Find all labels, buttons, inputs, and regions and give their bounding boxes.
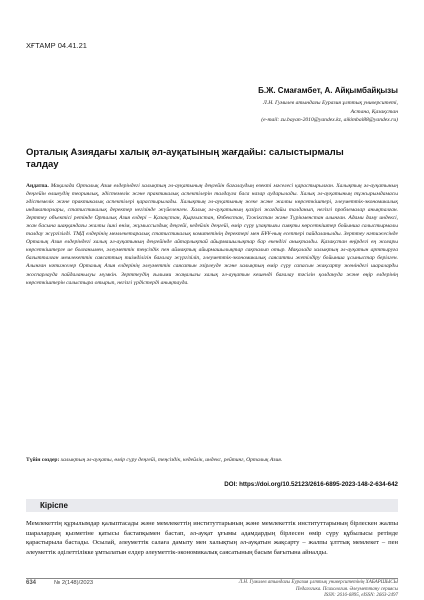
abstract-text: Мақалада Орталық Азия елдеріндегі халықтың әл-ауқатының деңгейін бағалаудың өзекті мәселесі қарастырылған. Халықтың әл-ауқатының деңгейін өлшеудің теориялық, әдістемелік және практикалық аспектілерін талдауға баса назар аударылады. Халық әл-ауқатының тұжырымдамасы әдістемелік және практикалық аспектілері қарастырылады. Халықтың әл-ауқатының жеке және жалпы көрсеткіштері, әлеуметтік-экономикалық индикаторлары, статистикалық деректер негізінде жүйеленген. Халық әл-ауқатының қазіргі жағдайы талданып, негізгі проблемалар анықталған. Зерттеу объектісі ретінде Орталық Азия елдері – Қазақстан, Қырғызстан, Өзбекстан, Тәжікстан және Түрікменстан алынған. Адами даму индексі, жан басына шаққандағы жалпы ішкі өнім, жұмыссыздық деңгейі, кедейлік деңгейі, өмір сүру ұзақтығы сияқты көрсеткіштер бойынша салыстырмалы талдау жүргізілді. ТМД елдерінің мемлекетаралық статистикалық комитетінің деректері мен БҰҰ-ның есептері пайдаланылды. Зерттеу нәтижесінде Орталық Азия елдеріндегі халық әл-ауқатының деңгейінде айтарлықтай айырмашылықтар бар екендігі анықталды. Қазақстан өңірдегі ең жоғары көрсеткіштерге ие болғанымен, әлеуметтік теңсіздік пен аймақтық айырмашылықтар сақталып отыр. Мақалада халықтың әл-ауқатын арттыруға бағытталған мемлекеттік саясаттың тиімділігін бағалау жүргізіліп, әлеуметтік-экономикалық саясатты жетілдіру бойынша ұсыныстар берілген. Алынған нәтижелер Орталық Азия елдерінің әлеуметтік саясатын әзірлеуде және халықтың өмір сүру сапасын жақсарту жөніндегі шараларды жоспарлауда пайдаланылуы мүмкін. Зерттеудің ғылыми жаңалығы халық әл-ауқатын кешенді бағалау тәсілін қолдануда және өңір елдерінің көрсеткіштерін салыстыра отырып, негізгі үрдістерді анықтауда. bbox=[26, 183, 398, 286]
doi-label: DOI: bbox=[224, 481, 238, 488]
keywords-text: халықтың әл-ауқаты, өмір сүру деңгейі, теңсіздік, кедейлік, индекс, рейтинг, Орталық Азия. bbox=[60, 457, 283, 463]
affiliation bbox=[138, 99, 398, 125]
keywords-label: Түйін сөздер: bbox=[26, 457, 60, 463]
doi bbox=[224, 481, 398, 488]
abstract bbox=[26, 182, 398, 287]
section-heading: Кіріспе bbox=[40, 501, 68, 510]
intro-paragraph: Мемлекеттің құрылымдар қалыптасады және мемлекеттің институттарының және мемлекеттік институттарының бірлескен жалпы шаралардың қызметіне қатысы бастапқымен бастап, әл-ауқат ұғымы адамдардың бірлесен өмір сүру құбылысы ретінде қарастырыла бастады. Осылай, әлеуметтік салаға дамыту мен халықтың әл-ауқатын жақсарту – жалпы ұлттық мемлекет – пен әлеуметтік әділеттілікке ұмтылатын елдер әлеуметтік-экономикалық саясатының басым бағытына айналды. bbox=[26, 520, 398, 556]
journal-name: Л.Н. Гумилев атындағы Еуразия ұлттық университетінің ХАБАРШЫСЫ bbox=[238, 580, 398, 585]
journal-info bbox=[188, 580, 398, 600]
doi-link[interactable]: https://doi.org/10.52123/2616-6895-2023-148-2-634-642 bbox=[239, 481, 398, 488]
affiliation-city: Астана, Қазақстан bbox=[350, 108, 398, 115]
keywords bbox=[26, 456, 398, 464]
footer-divider bbox=[26, 578, 398, 579]
authors: Б.Ж. Смағамбет, А. Айқымбайқызы bbox=[258, 86, 398, 95]
section-header-bar bbox=[26, 499, 398, 512]
journal-issn: ISSN: 2616-6895, eISSN: 2663-2497 bbox=[324, 593, 398, 599]
journal-series: Педагогика. Психология. Әлеуметтану сериясы bbox=[295, 586, 398, 592]
article-title: Орталық Азиядағы халық әл-ауқатының жағдайы: салыстырмалы талдау bbox=[26, 147, 344, 170]
affiliation-email: (e-mail: zu.bayan-2010@yandex.kz, aikimbai88@yandex.ru) bbox=[261, 117, 398, 124]
abstract-label: Аңдатпа. bbox=[26, 183, 49, 189]
classification-code: ХҒТАМР 04.41.21 bbox=[26, 41, 87, 50]
affiliation-university: Л.Н. Гумилев атындағы Еуразия ұлттық университеті, bbox=[263, 100, 398, 106]
page-number: 634 bbox=[26, 580, 37, 586]
issue-number: № 2(148)/2023 bbox=[54, 580, 94, 586]
